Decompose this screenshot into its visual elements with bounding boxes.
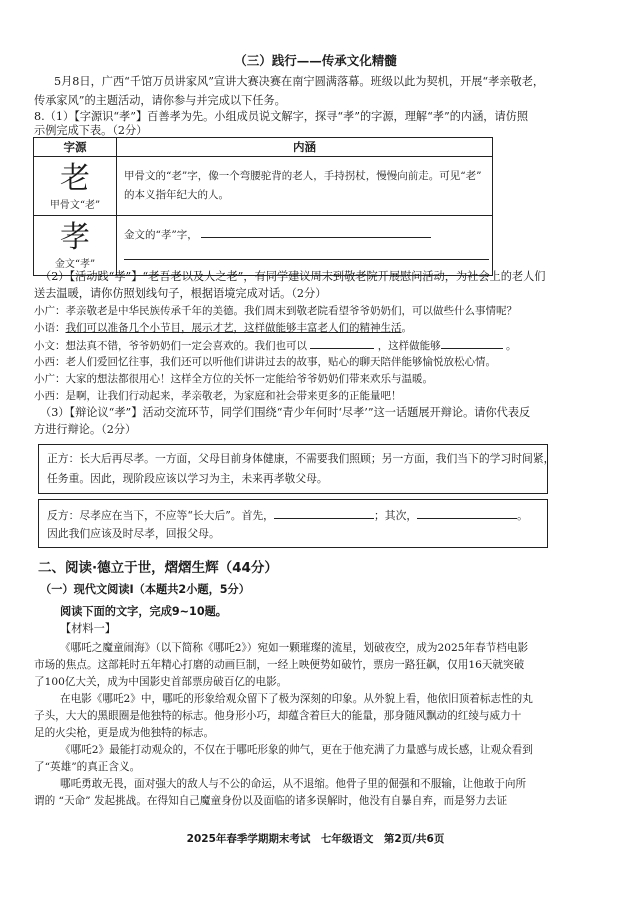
paragraph-line-3: 了100亿大关，成为中国影史首部票房破百亿的电影。 (34, 676, 288, 688)
q8-3-line-1: （3）【辩论议“孝”】活动交流环节，同学们围绕“青少年何时‘尽孝’”这一话题展开辩论。请你代表反 (40, 406, 531, 419)
dialog-text: 是啊，让我们行动起来，孝亲敬老，为家庭和社会带来更多的正能量吧！ (65, 390, 402, 402)
paragraph-line-7: 《哪吒2》最能打动观众的，不仅在于哪吒形象的帅气，更在于他充满了力量感与成长感，让观众看到 (60, 744, 533, 756)
dialog-speaker: 小广： (34, 305, 66, 317)
table-header-source: 字源 (34, 138, 117, 157)
q8-2-line-1: （2）【活动践“孝”】“老吾老以及人之老”，有同学建议周末到敬老院开展慰问活动，为社会上的老人们 (40, 270, 546, 283)
dialog-end-punct: 。 (401, 322, 412, 334)
con-mid: ；其次， (373, 509, 418, 522)
dialog-text: 大家的想法都很用心！这样全方位的关怀一定能给爷爷奶奶们带来欢乐与温暖。 (65, 373, 433, 385)
paragraph-line-1: 《哪吒之魔童闹海》（以下简称《哪吒2》）宛如一颗璀璨的流星，划破夜空，成为2025年春节档电影 (60, 642, 529, 654)
table-row-xiao-source (34, 216, 117, 276)
part2-subtitle: （一）现代文阅读Ⅰ（本题共2小题，5分） (40, 583, 250, 596)
dialog-speaker: 小文： (34, 340, 66, 352)
q8-2-line-2: 送去温暖，请你仿照划线句子，根据语境完成对话。（2分） (34, 287, 327, 300)
xiao-answer-blank-1[interactable] (201, 227, 431, 238)
paragraph-line-8: 了“英雄”的真正含义。 (34, 761, 141, 773)
dialog-mid: ，这样做能够 (377, 340, 441, 352)
oracle-bone-lao-glyph: 老 (60, 160, 90, 196)
dialog-speaker: 小语： (34, 322, 66, 334)
dialog-text: 老人们爱回忆往事，我们还可以听他们讲讲过去的故事，贴心的聊天陪伴能够愉悦放松心情。 (65, 356, 496, 368)
dialog-line-1 (34, 304, 517, 318)
pro-line-1: 正方：长大后再尽孝。一方面，父母目前身体健康，不需要我们照顾；另一方面，我们当下的学习时间紧， (47, 452, 555, 465)
con-line-2: 因此我们应该及时尽孝，回报父母。 (47, 527, 220, 540)
dialog-end-punct: 。 (506, 340, 517, 352)
q8-3-line-2: 方进行辩论。（2分） (34, 423, 137, 436)
dialog-line-6 (34, 389, 402, 403)
reading-instruction: 阅读下面的文字，完成9~10题。 (60, 605, 227, 618)
intro-line-1: 5月8日，广西“千馆万员讲家风”宣讲大赛决赛在南宁圆满落幕。班级以此为契机，开展“孝亲敬老， (54, 75, 545, 88)
table-row-xiao-meaning (117, 216, 493, 276)
con-side-box (38, 499, 548, 548)
paragraph-line-2: 市场的焦点。这部耗时五年精心打磨的动画巨制，一经上映便势如破竹，票房一路狂飙，仅用16天就突破 (34, 659, 525, 671)
dialog-line-2 (34, 321, 412, 335)
material-label: 【材料一】 (60, 622, 116, 635)
dialog-speaker: 小西： (34, 356, 66, 368)
bronze-xiao-glyph: 孝 (60, 220, 90, 255)
underlined-example-sentence: 我们可以准备几个小节目，展示才艺，这样做能够丰富老人们的精神生活 (65, 322, 402, 334)
xiao-answer-blank-2[interactable] (124, 249, 489, 260)
lao-meaning-line-1: 甲骨文的“老”字，像一个弯腰驼背的老人，手持拐杖，慢慢向前走。可见“老” (124, 170, 482, 182)
table-row-lao-source (34, 157, 117, 216)
section-title: （三）践行——传承文化精髓 (234, 53, 397, 68)
q8-1-line-2: 示例完成下表。（2分） (34, 124, 148, 137)
part2-title: 二、阅读·德立于世，熠熠生辉（44分） (38, 560, 278, 576)
dialog-answer-blank-2[interactable] (441, 338, 503, 349)
q8-1-line-1: 8.（1）【字源识“孝”】百善孝为先。小组成员说文解字，探寻“孝”的字源，理解“孝”的内涵，请仿照 (34, 110, 529, 123)
page-footer: 2025年春季学期期末考试 七年级语文 第2页/共6页 (186, 833, 445, 845)
table-header-meaning: 内涵 (117, 138, 493, 157)
con-answer-blank-2[interactable] (417, 508, 517, 519)
paragraph-line-10: 谓的 “天命” 发起挑战。在得知自己魔童身份以及面临的诸多误解时，他没有自暴自弃，而是努力去证 (34, 795, 508, 807)
dialog-text: 孝亲敬老是中华民族传承千年的美德。我们周末到敬老院看望爷爷奶奶们，可以做些什么事情呢？ (65, 305, 517, 317)
etymology-table (33, 137, 493, 276)
pro-line-2: 任务重。因此，现阶段应该以学习为主，未来再孝敬父母。 (47, 472, 328, 485)
paragraph-line-4: 在电影《哪吒2》中，哪吒的形象给观众留下了极为深刻的印象。从外貌上看，他依旧顶着标志性的丸 (60, 693, 533, 705)
dialog-speaker: 小西： (34, 390, 66, 402)
oracle-bone-lao-caption: 甲骨文“老” (49, 199, 101, 211)
dialog-answer-blank-1[interactable] (310, 338, 374, 349)
intro-line-2: 传承家风”的主题活动，请你参与并完成以下任务。 (34, 94, 286, 107)
table-row-lao-meaning (117, 157, 493, 216)
con-answer-blank-1[interactable] (274, 508, 374, 519)
paragraph-line-9: 哪吒勇敢无畏，面对强大的敌人与不公的命运，从不退缩。他骨子里的倔强和不服输，让他敢于向所 (60, 778, 527, 790)
con-prefix: 反方：尽孝应在当下，不应等“长大后”。首先， (47, 509, 274, 522)
paragraph-line-5: 子头，大大的黑眼圈是他独特的标志。他身形小巧，却蕴含着巨大的能量，那身随风飘动的红绫与威力十 (34, 710, 522, 722)
dialog-line-5 (34, 372, 433, 386)
dialog-line-4 (34, 355, 496, 369)
dialog-line-3 (34, 338, 517, 353)
dialog-speaker: 小广： (34, 373, 66, 385)
con-line-1 (47, 508, 528, 523)
con-end: 。 (517, 509, 528, 522)
lao-meaning-line-2: 的本义指年纪大的人。 (124, 189, 229, 201)
xiao-meaning-prefix: 金文的“孝”字， (124, 228, 198, 241)
paragraph-line-6: 足的火尖枪，更是成为他独特的标志。 (34, 727, 215, 739)
dialog-text: 想法真不错，爷爷奶奶们一定会喜欢的。我们也可以 (65, 340, 307, 352)
part2-subtitle-line (40, 583, 250, 597)
bronze-xiao-caption: 金文“孝” (54, 259, 96, 270)
pro-side-box (38, 444, 555, 494)
